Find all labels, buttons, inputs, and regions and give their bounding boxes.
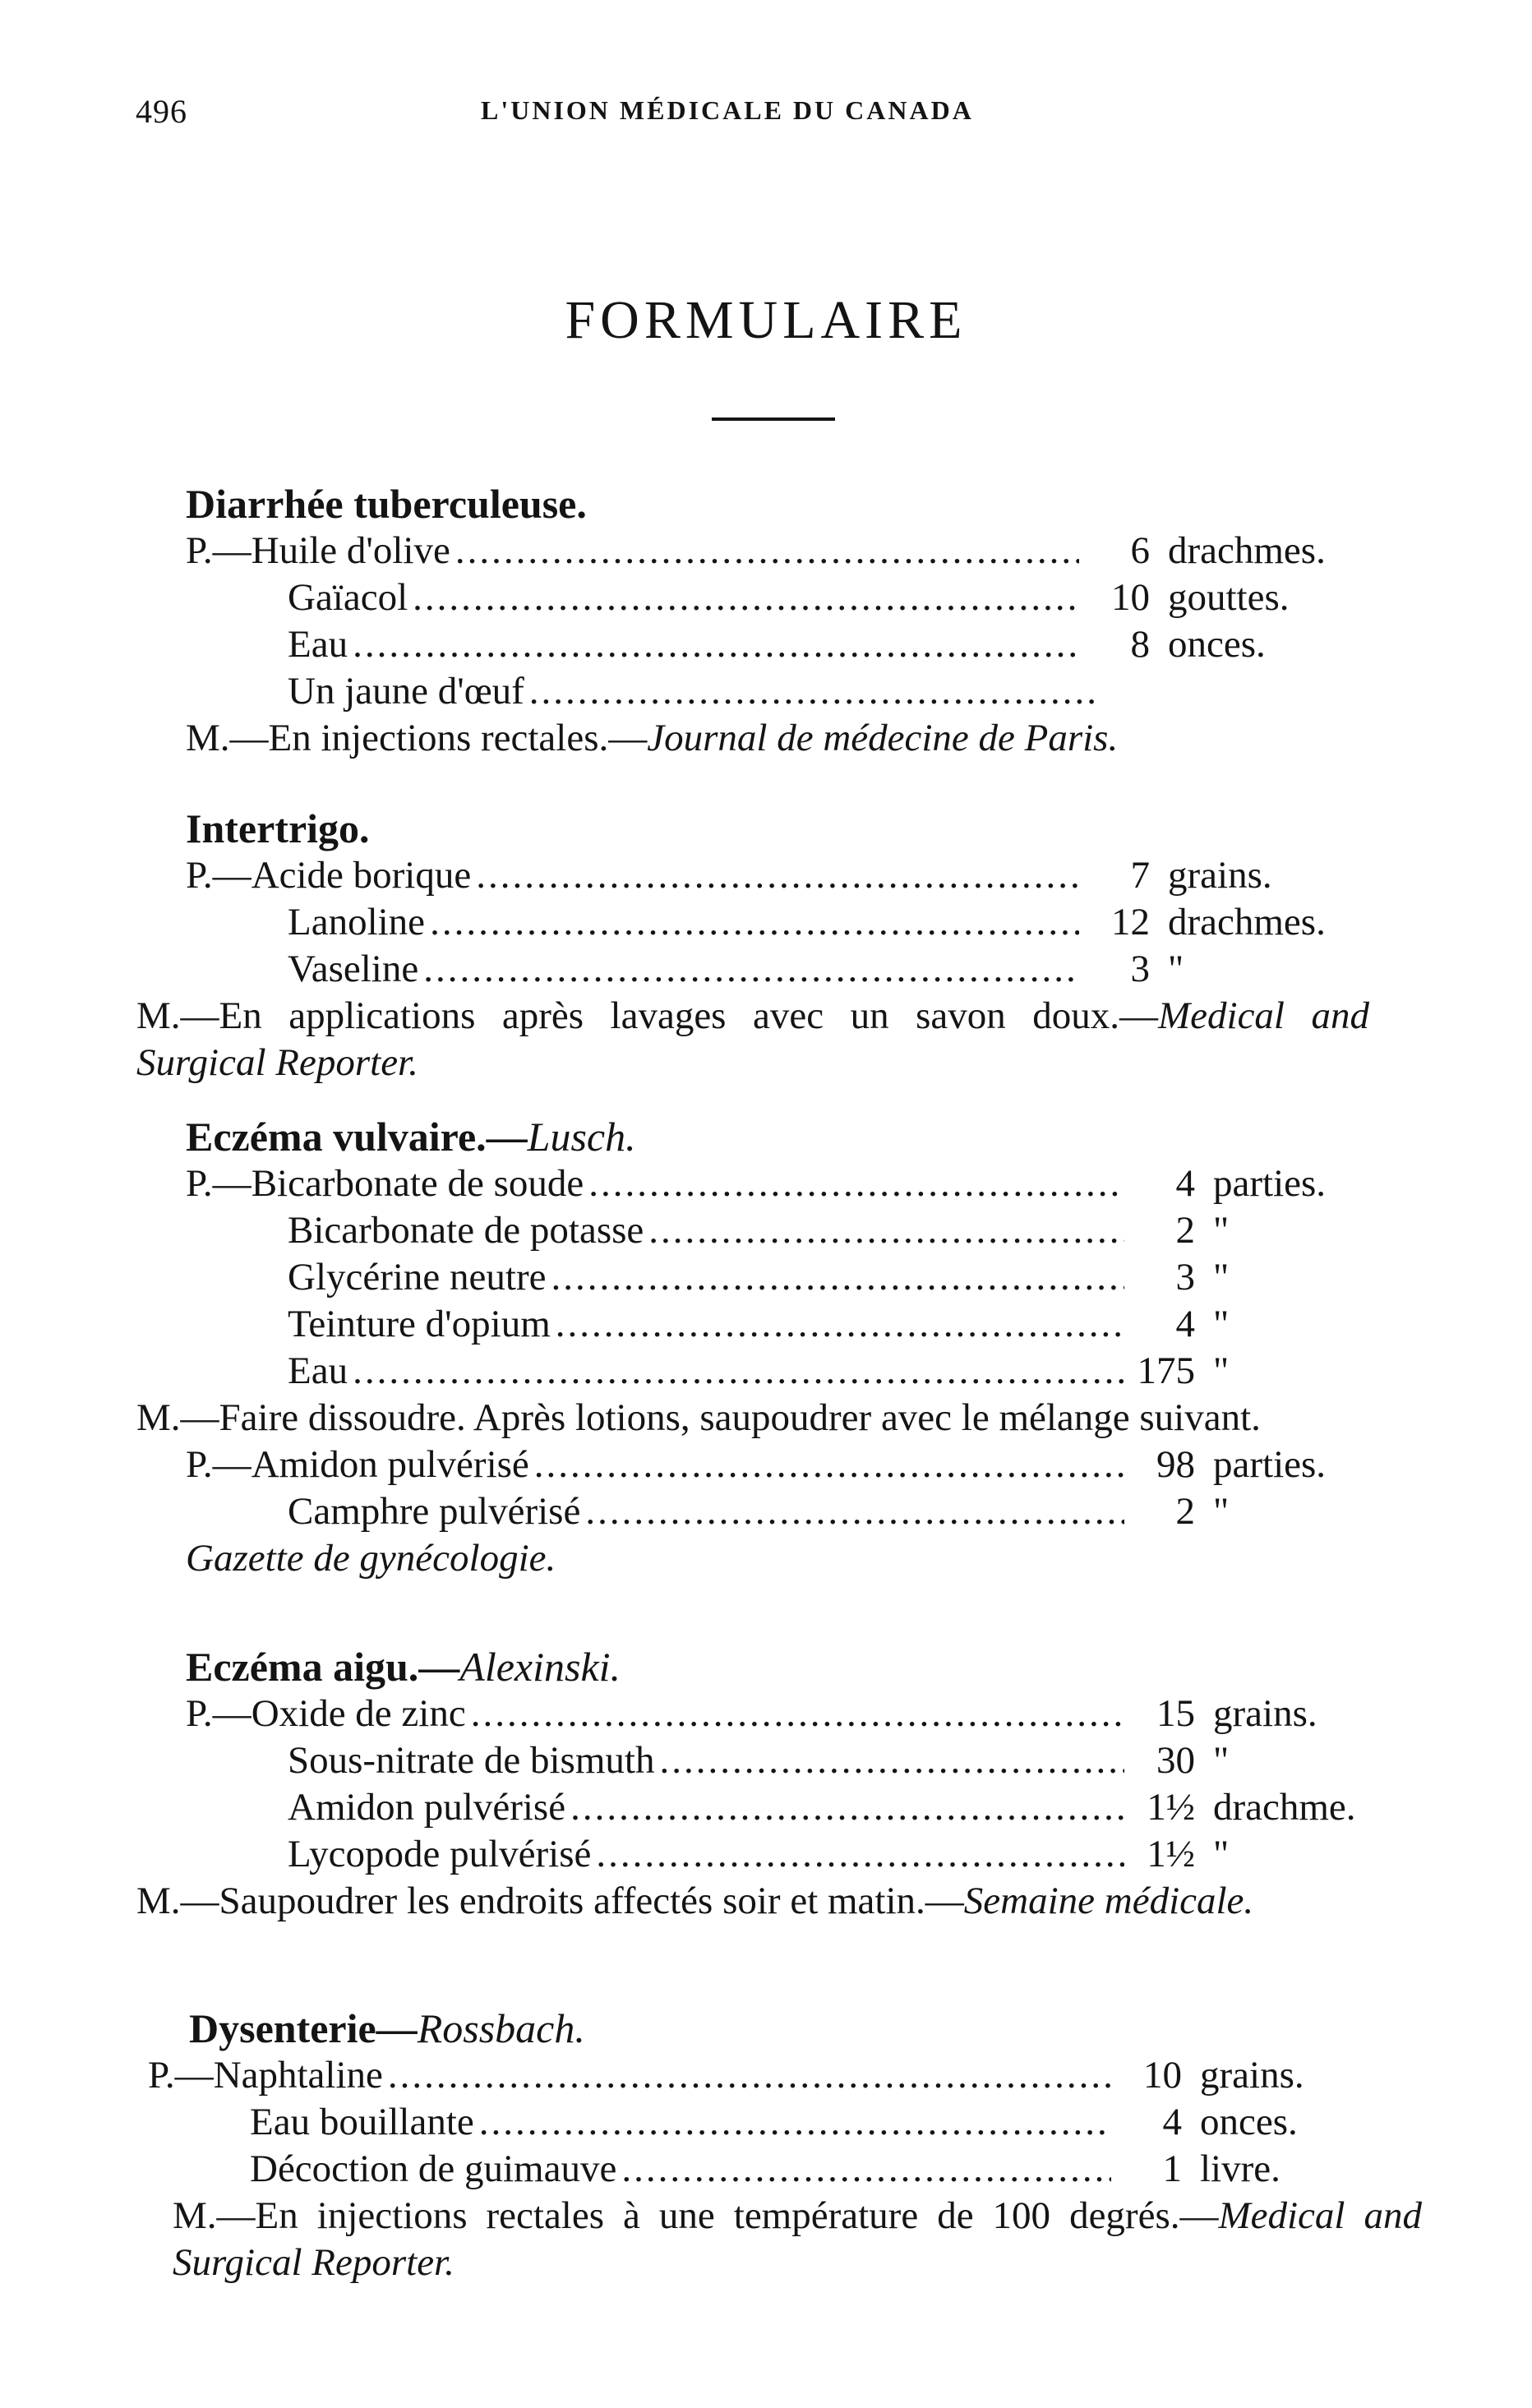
source-citation: Gazette de gynécologie. [186, 1537, 556, 1580]
ingredient-line: Lycopode pulvérisé ..... 1½ " [186, 1831, 1394, 1878]
section-heading: Eczéma vulvaire.—Lusch. [186, 1114, 636, 1160]
section-heading: Diarrhée tuberculeuse. [186, 481, 587, 527]
ingredient-line: Eau ..... 8 onces. [186, 621, 1349, 668]
section-heading: Eczéma aigu.—Alexinski. [186, 1644, 621, 1690]
section-eczema-vulvaire [136, 1114, 1394, 1582]
running-head: L'UNION MÉDICALE DU CANADA [481, 95, 974, 125]
ingredient-line: Lanoline ..... 12 drachmes. [186, 899, 1349, 946]
ingredient-line: P.—Acide borique ..... 7 grains. [186, 852, 1349, 899]
page-title: FORMULAIRE [565, 290, 967, 350]
page-number: 496 [136, 93, 187, 130]
usage-note: M.—Saupoudrer les endroits affectés soir et matin.—Semaine médicale. [136, 1880, 1254, 1922]
ingredient-line: Bicarbonate de potasse ..... 2 " [186, 1207, 1394, 1254]
ingredient-line: P.—Amidon pulvérisé ..... 98 parties. [186, 1442, 1394, 1488]
ingredient-line: Un jaune d'œuf ..... [186, 668, 1349, 715]
title-rule [712, 417, 835, 421]
ingredient-line: P.—Huile d'olive ..... 6 drachmes. [186, 528, 1349, 574]
ingredient-line: P.—Bicarbonate de soude ..... 4 parties. [186, 1160, 1394, 1207]
section-eczema-aigu [136, 1644, 1394, 1925]
usage-note: M.—En injections rectales.—Journal de médecine de Paris. [186, 717, 1119, 759]
ingredient-line: Teinture d'opium ..... 4 " [186, 1301, 1394, 1348]
ingredient-line: Vaseline ..... 3 " [186, 946, 1349, 993]
section-dysenterie [148, 2005, 1422, 2286]
ingredient-line: Eau ..... 175 " [186, 1348, 1394, 1395]
section-heading: Dysenterie—Rossbach. [189, 2005, 585, 2051]
ingredient-line: Glycérine neutre ..... 3 " [186, 1254, 1394, 1301]
section-diarrhee [186, 481, 1349, 762]
section-intertrigo [136, 805, 1369, 1086]
ingredient-line: Décoction de guimauve ..... 1 livre. [148, 2146, 1381, 2193]
ingredient-line: Amidon pulvérisé ..... 1½ drachme. [186, 1784, 1394, 1831]
ingredient-line: P.—Naphtaline ..... 10 grains. [148, 2052, 1381, 2099]
ingredient-line: P.—Oxide de zinc ..... 15 grains. [186, 1691, 1394, 1737]
usage-note: M.—En injections rectales à une température de 100 degrés.—Medical and Surgical Reporter. [173, 2194, 1422, 2284]
ingredient-line: Gaïacol ..... 10 gouttes. [186, 574, 1349, 621]
usage-note: M.—En applications après lavages avec un savon doux.—Medical and Surgical Reporter. [136, 994, 1369, 1084]
ingredient-line: Sous-nitrate de bismuth ..... 30 " [186, 1737, 1394, 1784]
usage-note: M.—Faire dissoudre. Après lotions, saupoudrer avec le mélange suivant. [136, 1396, 1261, 1439]
ingredient-line: Eau bouillante ..... 4 onces. [148, 2099, 1381, 2146]
ingredient-line: Camphre pulvérisé ..... 2 " [186, 1488, 1394, 1535]
section-heading: Intertrigo. [186, 805, 370, 851]
page-header [136, 92, 1418, 141]
